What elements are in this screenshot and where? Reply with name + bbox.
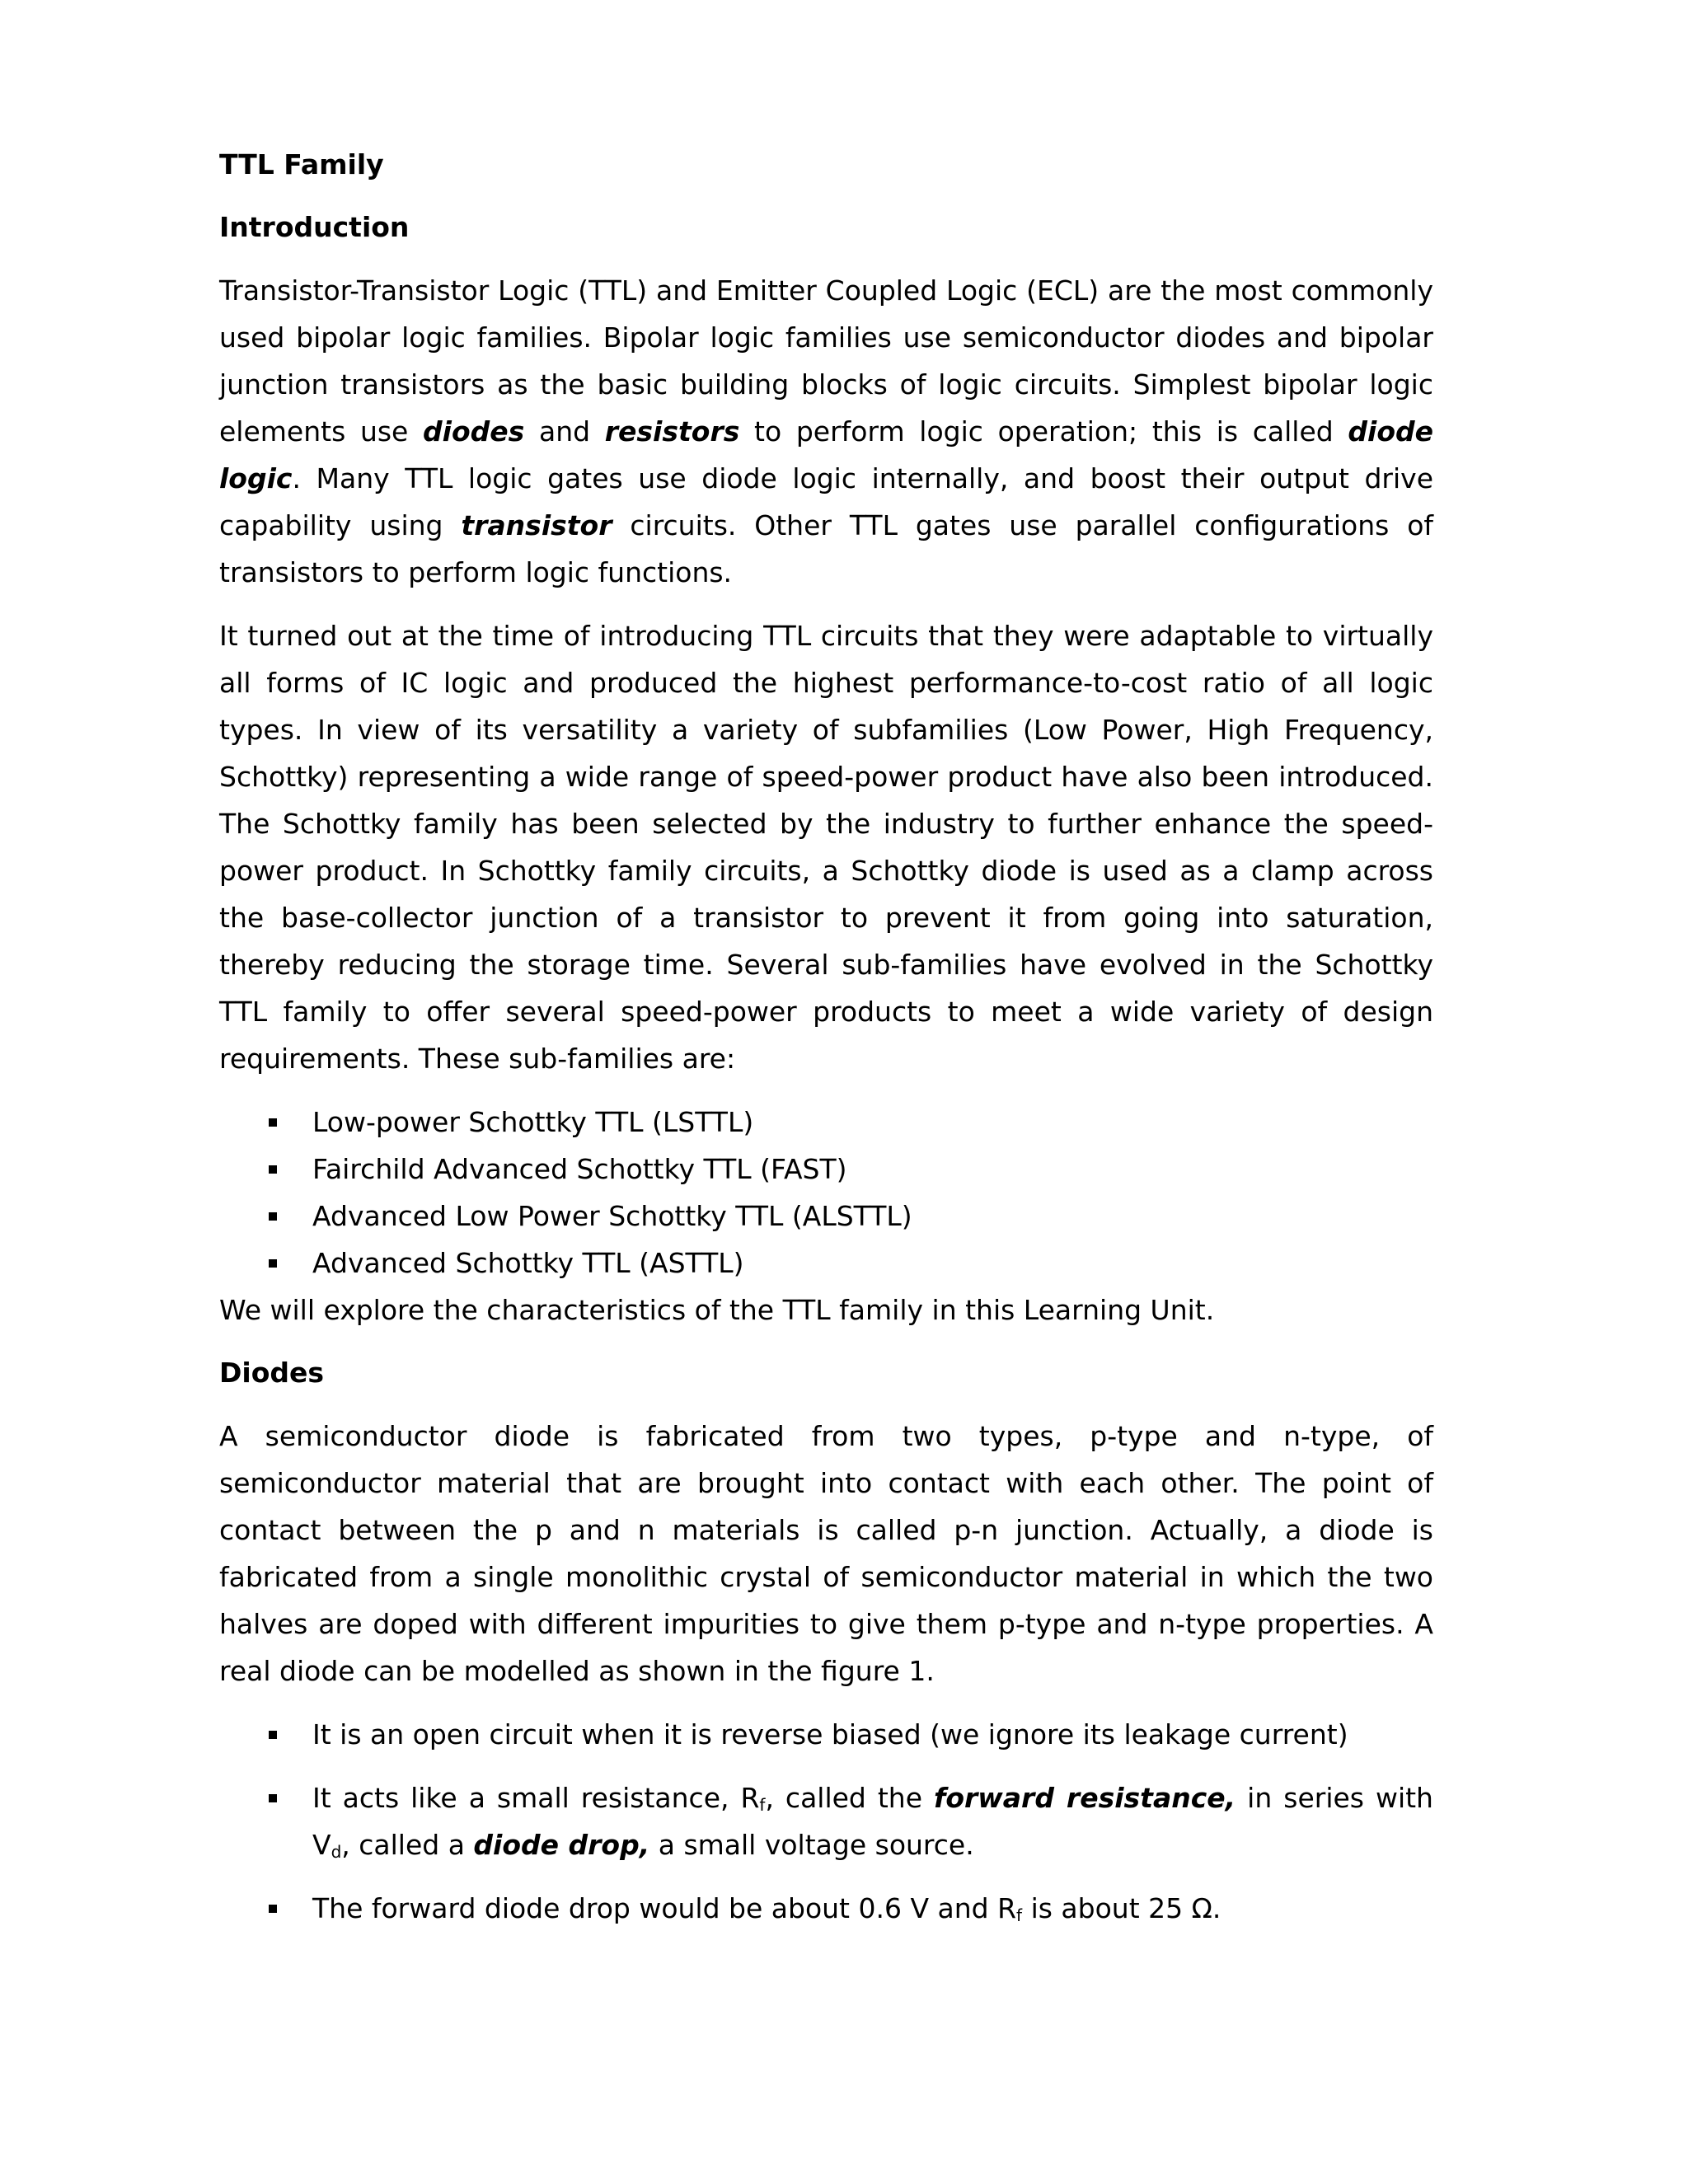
bullet-square-icon [269, 1165, 277, 1174]
list-item [219, 1240, 1433, 1286]
subscript: f [1016, 1905, 1023, 1925]
list-item [219, 1885, 1433, 1932]
subscript: f [759, 1795, 766, 1815]
bullet-square-icon [269, 1259, 277, 1268]
intro-paragraph-1 [219, 267, 1433, 596]
emphasis-term: diodes [423, 415, 525, 448]
text-run: It is an open circuit when it is reverse biased (we ignore its leakage current) [312, 1718, 1348, 1750]
text-run: Transistor-Transistor Logic (TTL) and Emitter Coupled Logic (ECL) are the most commonly used bipolar logic families. Bipolar logic families use semiconductor diodes and bipolar junction transistors as the basic building blocks of logic circuits. Simplest bipolar logic elements use [219, 274, 1433, 448]
text-run: a small voltage source. [649, 1829, 974, 1861]
bullet-square-icon [269, 1794, 277, 1802]
section-heading-diodes: Diodes [219, 1357, 325, 1389]
text-run: , called the [765, 1782, 934, 1814]
text-run: . Many TTL logic gates use diode logic internally, and boost their output drive capability using [219, 462, 1433, 541]
text-run: to perform logic operation; this is called [739, 415, 1348, 448]
list-item [219, 1146, 1433, 1193]
emphasis-term: diode drop, [473, 1829, 650, 1861]
text-run: circuits. Other TTL gates use parallel configurations of transistors to perform logic functions. [219, 509, 1434, 588]
emphasis-term: transistor [461, 509, 612, 541]
text-run: It acts like a small resistance, R [312, 1782, 760, 1814]
emphasis-term: diode logic [219, 415, 1433, 494]
bullet-square-icon [269, 1118, 277, 1127]
list-item-text: Low-power Schottky TTL (LSTTL) [312, 1106, 754, 1138]
diode-model-list [219, 1711, 1433, 1932]
emphasis-term: forward resistance, [934, 1782, 1236, 1814]
bullet-square-icon [269, 1212, 277, 1221]
list-item-text: Advanced Schottky TTL (ASTTL) [312, 1247, 744, 1279]
emphasis-term: resistors [604, 415, 740, 448]
list-item [219, 1711, 1433, 1758]
bullet-square-icon [269, 1731, 277, 1739]
text-run: and [524, 415, 605, 448]
explore-line: We will explore the characteristics of the TTL family in this Learning Unit. [219, 1294, 1215, 1326]
list-item-text: Fairchild Advanced Schottky TTL (FAST) [312, 1153, 847, 1185]
section-heading-introduction: Introduction [219, 211, 410, 243]
list-item-text: Advanced Low Power Schottky TTL (ALSTTL) [312, 1200, 912, 1232]
document-title: TTL Family [219, 148, 384, 180]
subfamily-list [219, 1099, 1433, 1286]
list-item-text [312, 1782, 1433, 1861]
subscript: d [331, 1842, 342, 1862]
text-run: in series with V [312, 1782, 1433, 1861]
list-item-text [312, 1718, 1348, 1750]
intro-paragraph-2: It turned out at the time of introducing TTL circuits that they were adaptable to virtually all forms of IC logic and produced the highest performance-to-cost ratio of all logic types. In view of its versatility a variety of subfamilies (Low Power, High Frequency, Schottky) representing a wide range of speed-power product have also been introduced. The Schottky family has been selected by the industry to further enhance the speed-power product. In Schottky family circuits, a Schottky diode is used as a clamp across the base-collector junction of a transistor to prevent it from going into saturation, thereby reducing the storage time. Several sub-families have evolved in the Schottky TTL family to offer several speed-power products to meet a wide variety of design requirements. These sub-families are: [219, 620, 1433, 1075]
document-page [219, 142, 1433, 1948]
text-run: is about 25 Ω. [1022, 1892, 1221, 1924]
list-item [219, 1774, 1433, 1868]
bullet-square-icon [269, 1905, 277, 1913]
list-item-text [312, 1892, 1221, 1924]
list-item [219, 1099, 1433, 1146]
list-item [219, 1193, 1433, 1240]
text-run: , called a [341, 1829, 474, 1861]
diodes-paragraph-1: A semiconductor diode is fabricated from two types, p-type and n-type, of semiconductor material that are brought into contact with each other. The point of contact between the p and n materials is called p-n junction. Actually, a diode is fabricated from a single monolithic crystal of semiconductor material in which the two halves are doped with different impurities to give them p-type and n-type properties. A real diode can be modelled as shown in the figure 1. [219, 1420, 1433, 1687]
text-run: The forward diode drop would be about 0.6 V and R [312, 1892, 1017, 1924]
